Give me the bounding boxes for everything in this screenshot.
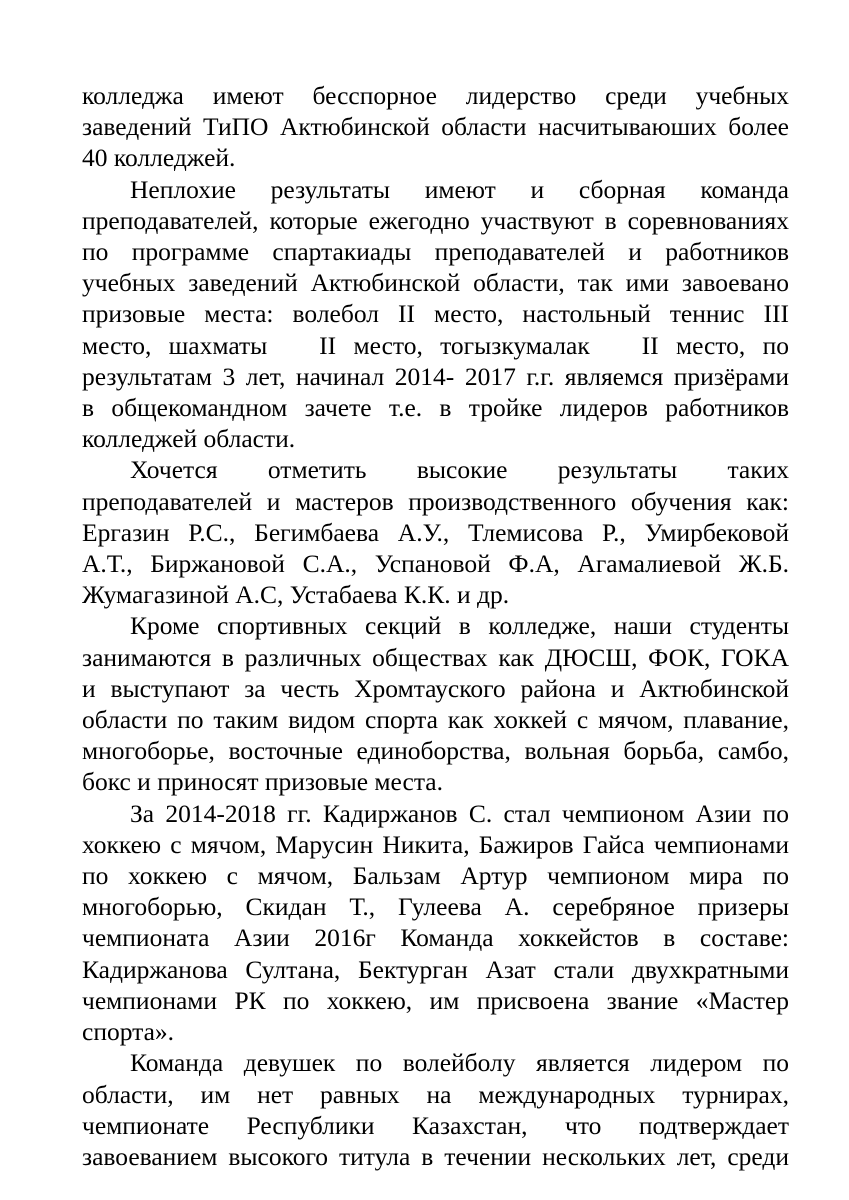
text-line: области, им нет равных на международных турнирах, — [82, 1079, 789, 1109]
text-line: чемпионате Республики Казахстан, что подтверждает — [82, 1110, 789, 1140]
text-line: Неплохие результаты имеют и сборная команда — [130, 174, 789, 204]
text-line: хоккею с мячом, Марусин Никита, Бажиров Гайса чемпионами — [82, 829, 789, 859]
paragraph-5 — [82, 798, 789, 1048]
paragraph-1 — [82, 80, 789, 174]
text-line: учебных заведений Актюбинской области, так ими завоевано — [82, 268, 789, 298]
text-line: колледжей области. — [82, 424, 296, 454]
text-line: колледжа имеют бесспорное лидерство среди учебных — [82, 81, 789, 110]
text-line: А.Т., Биржановой С.А., Успановой Ф.А, Агамалиевой Ж.Б. — [82, 549, 789, 579]
text-line: спорта». — [82, 1017, 175, 1047]
text-line: завоеванием высокого титула в течении нескольких лет, среди — [82, 1141, 789, 1171]
text-line: заведений ТиПО Актюбинской области насчитываюших более — [82, 112, 789, 142]
text-line: по хоккею с мячом, Бальзам Артур чемпионом мира по — [82, 861, 789, 891]
text-line: преподавателей и мастеров производственного обучения как: — [82, 486, 789, 516]
text-line: многоборье, восточные единоборства, вольная борьба, самбо, — [82, 736, 789, 766]
text-line: в общекомандном зачете т.е. в тройке лидеров работников — [82, 393, 789, 423]
text-line: области по таким видом спорта как хоккей с мячом, плавание, — [82, 705, 789, 735]
text-line: За 2014-2018 гг. Кадиржанов С. стал чемпионом Азии по — [130, 798, 789, 828]
text-line: место, шахматы II место, тогызкумалак II место, по — [82, 330, 789, 360]
document-page — [82, 80, 789, 1172]
text-line: результатам 3 лет, начинал 2014- 2017 г.г. являемся призёрами — [82, 361, 789, 391]
text-line: занимаются в различных обществах как ДЮСШ, ФОК, ГОКА — [82, 642, 789, 672]
text-line: Ергазин Р.С., Бегимбаева А.У., Тлемисова Р., Умирбековой — [82, 517, 789, 547]
text-line: Хочется отметить высокие результаты таких — [130, 455, 789, 485]
text-line: призовые места: волебол II место, настольный теннис III — [82, 299, 789, 329]
text-line: преподавателей, которые ежегодно участвуют в соревнованиях — [82, 205, 789, 235]
text-line: многоборью, Скидан Т., Гулеева А. серебряное призеры — [82, 892, 789, 922]
text-line: чемпионата Азии 2016г Команда хоккейстов в составе: — [82, 923, 789, 953]
text-line: Команда девушек по волейболу является лидером по — [130, 1048, 789, 1078]
text-line: бокс и приносят призовые места. — [82, 767, 443, 797]
paragraph-2 — [82, 174, 789, 455]
text-line: и выступают за честь Хромтауского района и Актюбинской — [82, 673, 789, 703]
text-line: 40 колледжей. — [82, 143, 236, 173]
paragraph-4 — [82, 610, 789, 797]
paragraph-6 — [82, 1047, 789, 1172]
text-line: Кадиржанова Султана, Бектурган Азат стали двухкратными — [82, 954, 789, 984]
text-line: Жумагазиной А.С, Устабаева К.К. и др. — [82, 580, 510, 610]
text-line: Кроме спортивных секций в колледже, наши студенты — [130, 611, 789, 641]
text-line: по программе спартакиады преподавателей и работников — [82, 237, 789, 267]
paragraph-3 — [82, 454, 789, 610]
text-line: чемпионами РК по хоккею, им присвоена звание «Мастер — [82, 985, 789, 1015]
